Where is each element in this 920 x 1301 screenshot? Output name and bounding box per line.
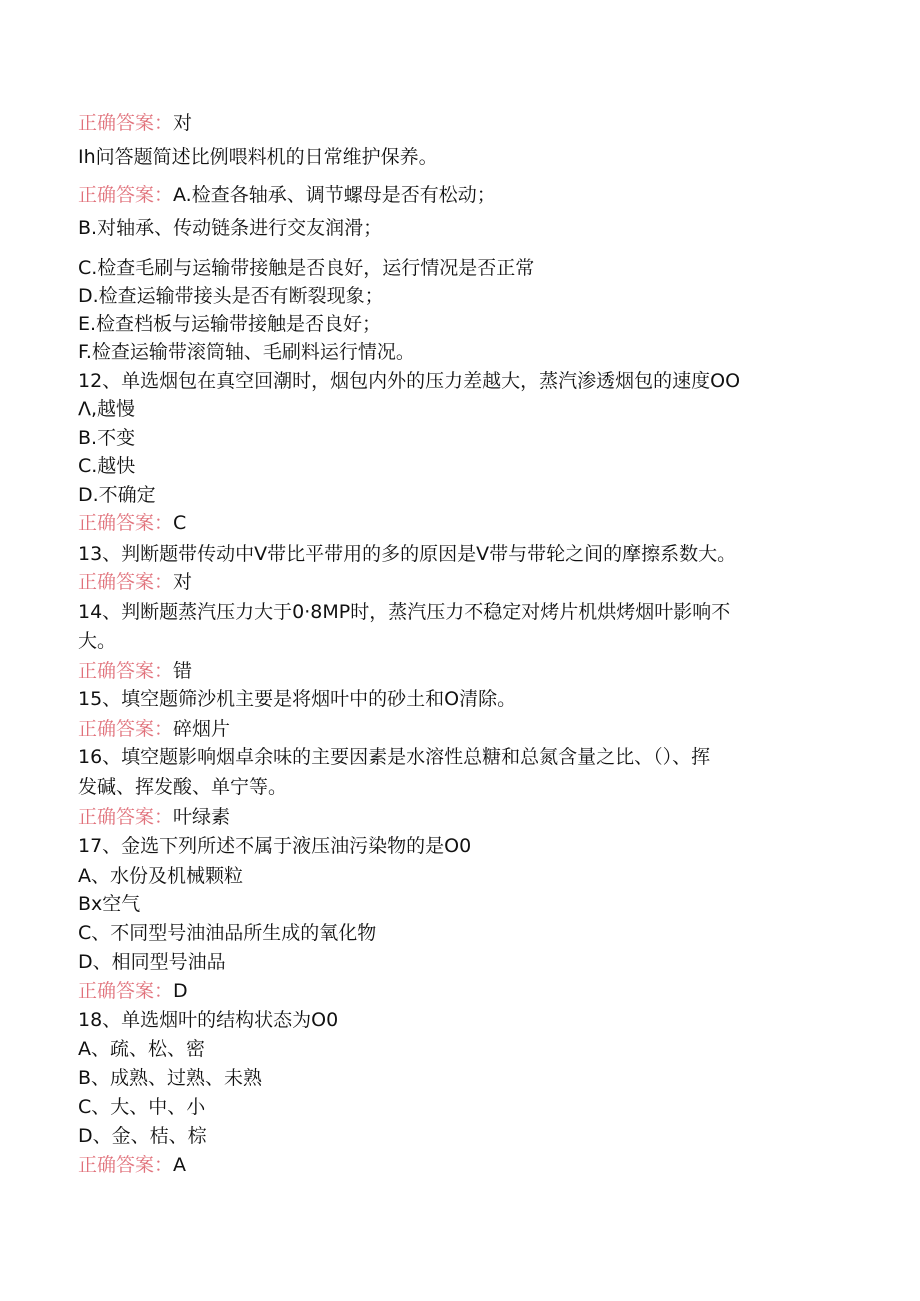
answer-value: D — [173, 980, 188, 1002]
text-line: F.检查运输带滚筒轴、毛刷料运行情况。 — [78, 341, 415, 363]
text-line: 大。 — [78, 630, 117, 652]
answer-line — [78, 805, 230, 829]
answer-label: 正确答案： — [78, 112, 174, 134]
answer-value: 对 — [173, 112, 193, 134]
option-line: Bx空气 — [78, 893, 141, 915]
answer-label: 正确答案： — [78, 184, 174, 206]
question-line: 15、填空题筛沙机主要是将烟叶中的砂土和O清除。 — [78, 688, 517, 710]
option-line: D.不确定 — [78, 484, 156, 506]
answer-label: 正确答案： — [78, 980, 174, 1002]
answer-value: A.检查各轴承、调节螺母是否有松动； — [173, 184, 496, 206]
answer-line — [78, 717, 230, 741]
answer-line — [78, 1153, 186, 1177]
answer-label: 正确答案： — [78, 1154, 174, 1176]
answer-label: 正确答案： — [78, 718, 174, 740]
question-line: 16、填空题影响烟卓余味的主要因素是水溶性总糖和总氮含量之比、（）、挥 — [78, 746, 711, 768]
option-line: C.越快 — [78, 455, 136, 477]
text-line: E.检查档板与运输带接触是否良好； — [78, 313, 382, 335]
question-line: 13、判断题带传动中V带比平带用的多的原因是V带与带轮之间的摩擦系数大。 — [78, 543, 737, 565]
option-line: C、大、中、小 — [78, 1096, 206, 1118]
answer-value: 错 — [173, 660, 193, 682]
text-line: B.对轴承、传动链条进行交友润滑； — [78, 217, 383, 239]
answer-label: 正确答案： — [78, 571, 174, 593]
answer-value: C — [173, 512, 187, 534]
answer-line — [78, 570, 192, 594]
option-line: B、成熟、过熟、未熟 — [78, 1067, 263, 1089]
question-line: 12、单选烟包在真空回潮时，烟包内外的压力差越大，蒸汽渗透烟包的速度OO — [78, 370, 741, 392]
option-line: D、相同型号油品 — [78, 951, 226, 973]
question-line: 18、单选烟叶的结构状态为O0 — [78, 1009, 339, 1031]
answer-line — [78, 659, 192, 683]
answer-label: 正确答案： — [78, 806, 174, 828]
answer-line — [78, 511, 186, 535]
text-line: D.检查运输带接头是否有断裂现象； — [78, 285, 384, 307]
question-line: 17、金选下列所述不属于液压油污染物的是O0 — [78, 835, 472, 857]
answer-line — [78, 183, 496, 207]
answer-line — [78, 979, 188, 1003]
answer-value: 碎烟片 — [173, 718, 231, 740]
option-line: Λ,越慢 — [78, 398, 136, 420]
question-line: 14、判断题蒸汽压力大于0·8MP时，蒸汽压力不稳定对烤片机烘烤烟叶影响不 — [78, 601, 731, 623]
option-line: A、疏、松、密 — [78, 1038, 205, 1060]
option-line: B.不变 — [78, 427, 136, 449]
answer-line — [78, 111, 192, 135]
question-line: Ih问答题简述比例喂料机的日常维护保养。 — [78, 146, 438, 168]
answer-value: 对 — [173, 571, 193, 593]
option-line: C、不同型号油油品所生成的氧化物 — [78, 922, 377, 944]
option-line: A、水份及机械颗粒 — [78, 865, 243, 887]
answer-value: A — [173, 1154, 187, 1176]
answer-label: 正确答案： — [78, 660, 174, 682]
answer-value: 叶绿素 — [173, 806, 231, 828]
text-line: 发碱、挥发酸、单宁等。 — [78, 776, 288, 798]
answer-label: 正确答案： — [78, 512, 174, 534]
text-line: C.检查毛刷与运输带接触是否良好，运行情况是否正常 — [78, 257, 535, 279]
option-line: D、金、桔、棕 — [78, 1125, 207, 1147]
